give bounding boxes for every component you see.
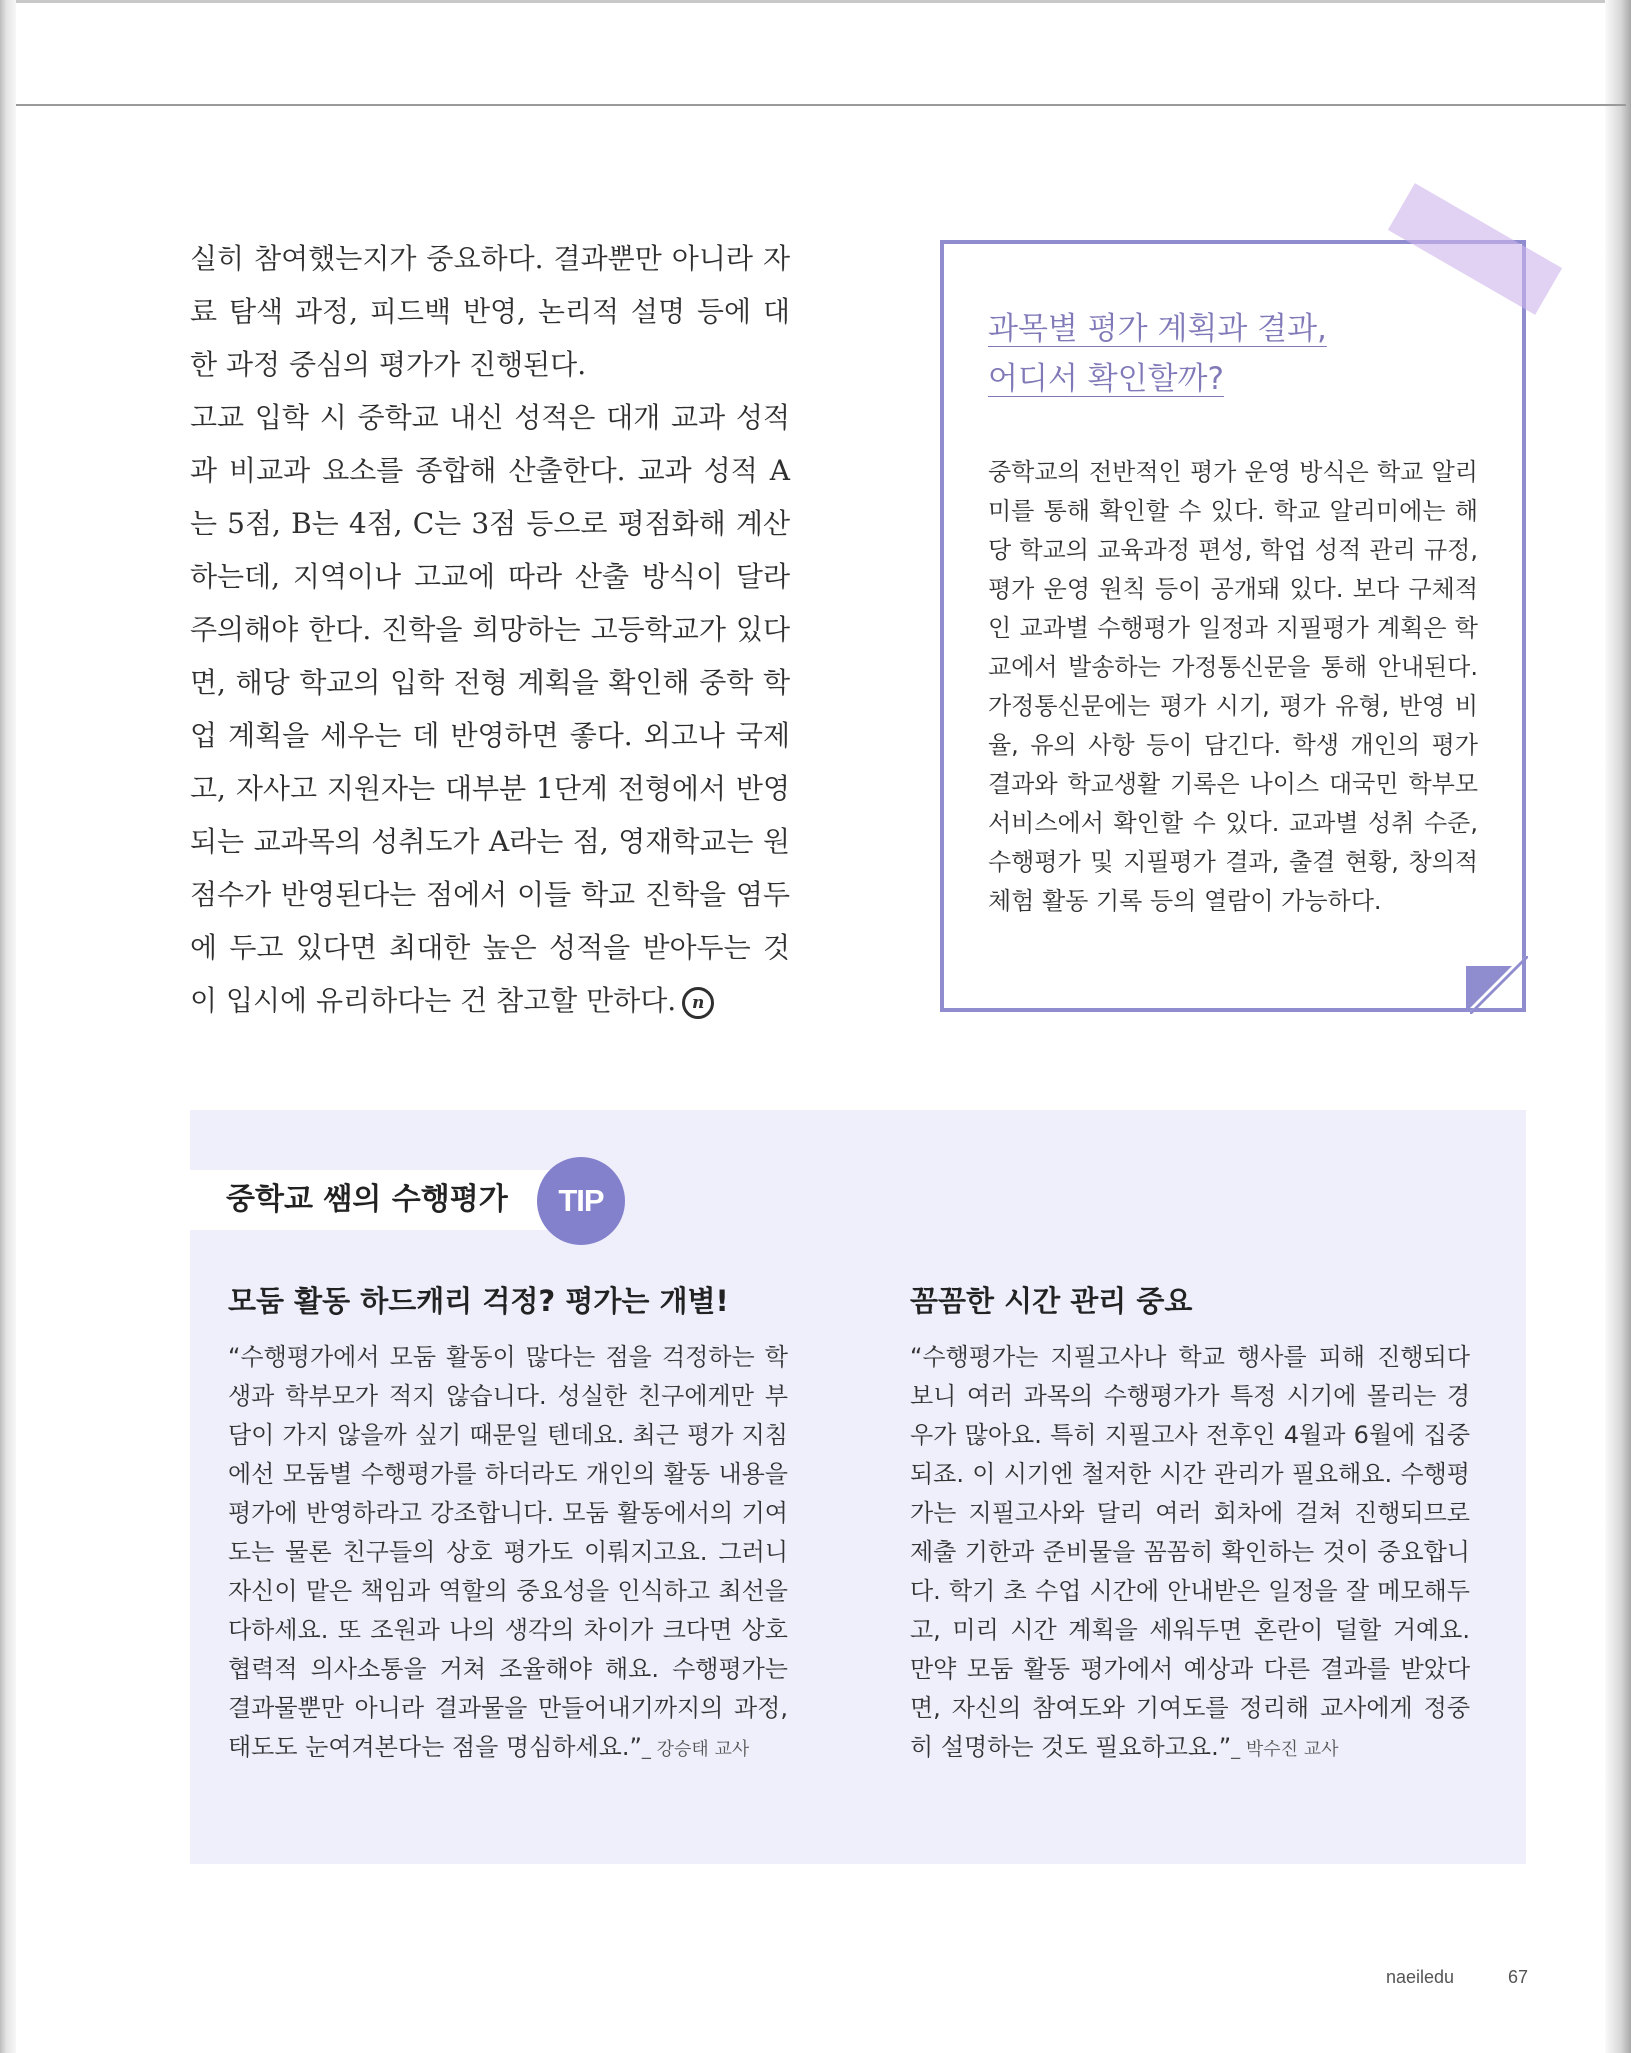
folded-corner-icon	[1466, 952, 1530, 1016]
tip-quote-text: “수행평가는 지필고사나 학교 행사를 피해 진행되다 보니 여러 과목의 수행평가가 특정 시기에 몰리는 경우가 많아요. 특히 지필고사 전후인 4월과 6월에 집중되죠. 이 시기엔 철저한 시간 관리가 필요해요. 수행평가는 지필고사와 달리 여러 회차에 걸쳐 진행되므로 제출 기한과 준비물을 꼼꼼히 확인하는 것이 중요합니다. 학기 초 수업 시간에 안내받은 일정을 잘 메모해두고, 미리 시간 계획을 세워두면 혼란이 덜할 거예요. 만약 모둠 활동 평가에서 예상과 다른 결과를 받았다면, 자신의 참여도와 기여도를 정리해 교사에게 정중히 설명하는 것도 필요하고요.”	[910, 1343, 1470, 1761]
tip-author: _ 박수진 교사	[1231, 1739, 1339, 1760]
tip-quote	[910, 1338, 1470, 1769]
info-box-body: 중학교의 전반적인 평가 운영 방식은 학교 알리미를 통해 확인할 수 있다. 학교 알리미에는 해당 학교의 교육과정 편성, 학업 성적 관리 규정, 평가 운영 원칙 등이 공개돼 있다. 보다 구체적인 교과별 수행평가 일정과 지필평가 계획은 학교에서 발송하는 가정통신문을 통해 안내된다. 가정통신문에는 평가 시기, 평가 유형, 반영 비율, 유의 사항 등이 담긴다. 학생 개인의 평가 결과와 학교생활 기록은 나이스 대국민 학부모 서비스에서 확인할 수 있다. 교과별 성취 수준, 수행평가 및 지필평가 결과, 출결 현황, 창의적 체험 활동 기록 등의 열람이 가능하다.	[988, 458, 1478, 915]
article-body	[190, 232, 790, 1027]
tip-quote	[228, 1338, 788, 1769]
tip-heading: 모둠 활동 하드캐리 걱정? 평가는 개별!	[228, 1284, 729, 1318]
info-title-line: 과목별 평가 계획과 결과,	[988, 311, 1327, 347]
page-top-edge	[0, 0, 1631, 3]
article-paragraph-text: 고교 입학 시 중학교 내신 성적은 대개 교과 성적과 비교과 요소를 종합해 산출한다. 교과 성적 A는 5점, B는 4점, C는 3점 등으로 평점화해 계산하는데, 지역이나 고교에 따라 산출 방식이 달라 주의해야 한다. 진학을 희망하는 고등학교가 있다면, 해당 학교의 입학 전형 계획을 확인해 중학 학업 계획을 세우는 데 반영하면 좋다. 외고나 국제고, 자사고 지원자는 대부분 1단계 전형에서 반영되는 교과목의 성취도가 A라는 점, 영재학교는 원점수가 반영된다는 점에서 이들 학교 진학을 염두에 두고 있다면 최대한 높은 성적을 받아두는 것이 입시에 유리하다는 건 참고할 만하다.	[190, 401, 790, 1017]
end-mark-icon: n	[682, 987, 714, 1019]
page-stack-edge	[1605, 0, 1631, 2053]
tip-heading: 꼼꼼한 시간 관리 중요	[910, 1284, 1193, 1318]
page-binding-shadow	[0, 0, 16, 2053]
tip-quote-text: “수행평가에서 모둠 활동이 많다는 점을 걱정하는 학생과 학부모가 적지 않습니다. 성실한 친구에게만 부담이 가지 않을까 싶기 때문일 텐데요. 최근 평가 지침에선 모둠별 수행평가를 하더라도 개인의 활동 내용을 평가에 반영하라고 강조합니다. 모둠 활동에서의 기여도는 물론 친구들의 상호 평가도 이뤄지고요. 그러니 자신이 맡은 책임과 역할의 중요성을 인식하고 최선을 다하세요. 또 조원과 나의 생각의 차이가 크다면 상호 협력적 의사소통을 거쳐 조율해야 해요. 수행평가는 결과물뿐만 아니라 결과물을 만들어내기까지의 과정, 태도도 눈여겨본다는 점을 명심하세요.”	[228, 1343, 788, 1761]
tip-section-label: 중학교 쌤의 수행평가	[226, 1182, 508, 1217]
footer-brand: naeiledu	[1386, 1967, 1455, 1987]
tip-badge: TIP	[537, 1157, 625, 1245]
page-number: 67	[1508, 1967, 1529, 1987]
tip-column-left	[228, 1276, 788, 1769]
tip-column-right	[910, 1276, 1470, 1769]
info-box-title	[988, 304, 1508, 404]
article-paragraph	[190, 391, 790, 1027]
info-title-line: 어디서 확인할까?	[988, 361, 1224, 397]
tip-author: _ 강승태 교사	[641, 1739, 750, 1760]
header-rule	[16, 104, 1626, 106]
article-paragraph: 실히 참여했는지가 중요하다. 결과뿐만 아니라 자료 탐색 과정, 피드백 반영, 논리적 설명 등에 대한 과정 중심의 평가가 진행된다.	[190, 242, 790, 381]
